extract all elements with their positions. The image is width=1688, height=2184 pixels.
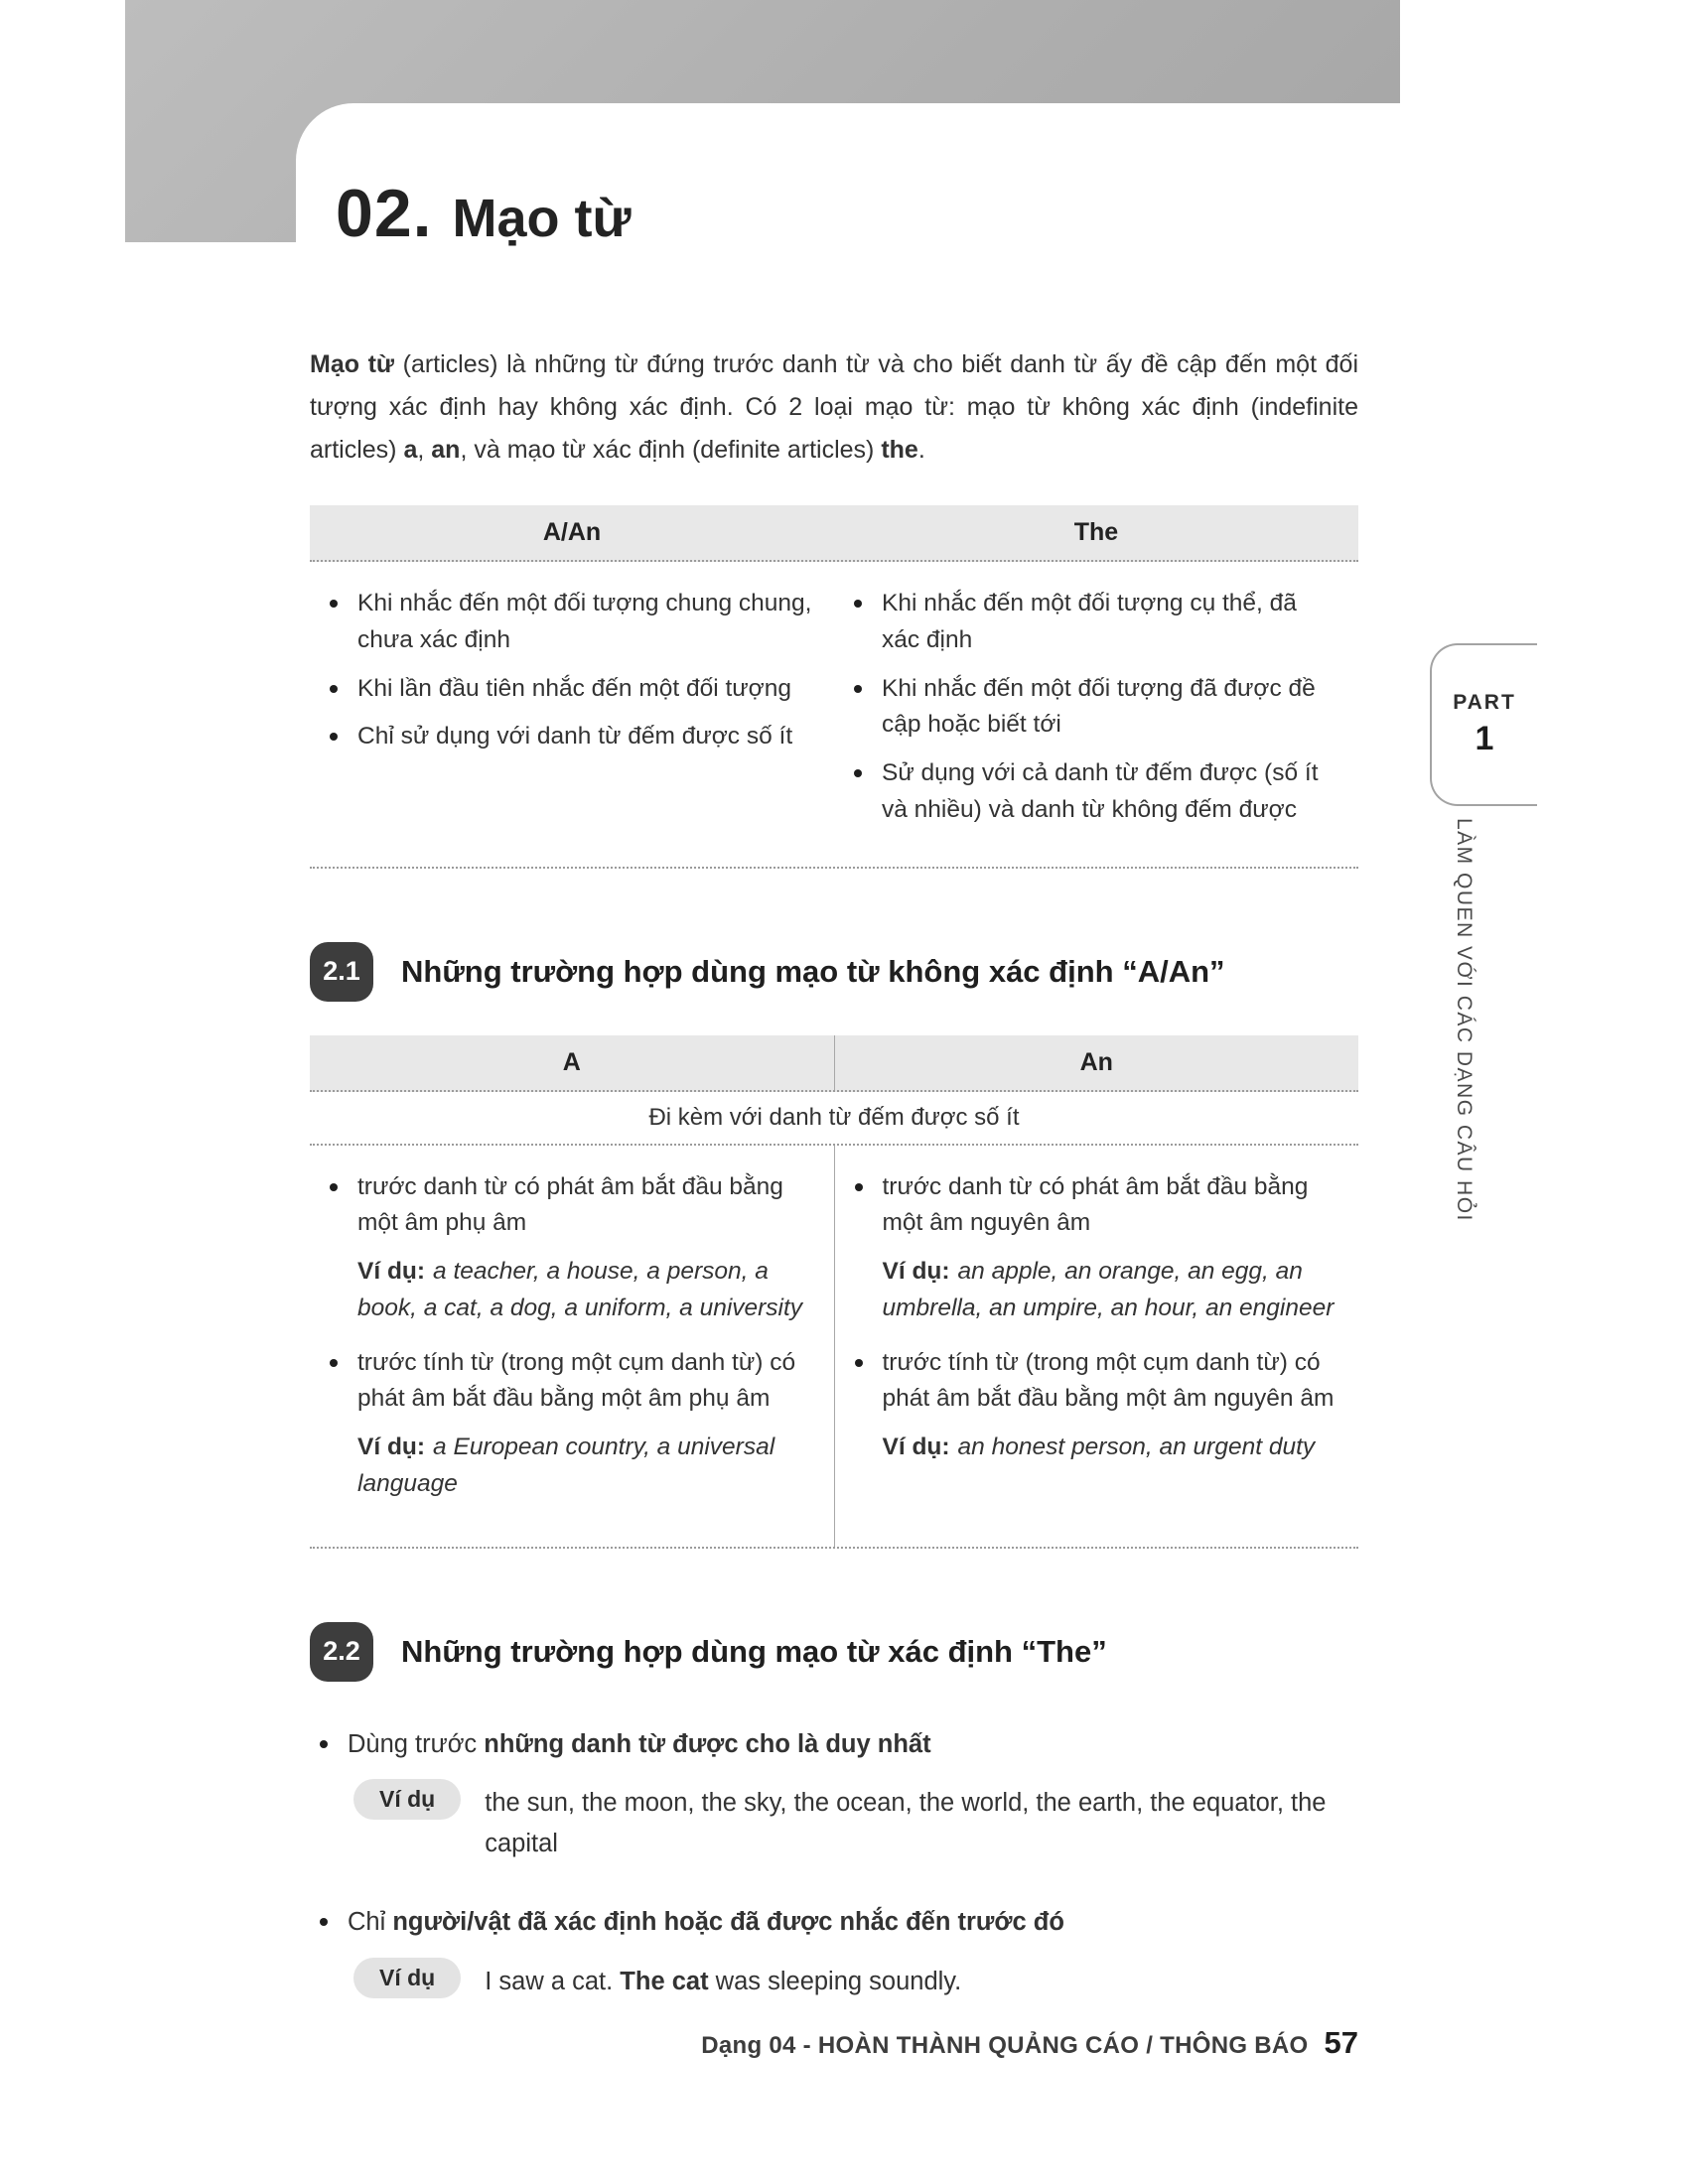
bullet-text: Sử dụng với cả danh từ đếm được (số ít và nhiều) và danh từ không đếm được bbox=[882, 759, 1319, 823]
bullet-item bbox=[320, 1345, 814, 1419]
table2-body bbox=[310, 1146, 1358, 1549]
table2-subheader: Đi kèm với danh từ đếm được số ít bbox=[310, 1092, 1358, 1146]
intro-article-an: an bbox=[431, 436, 461, 464]
section-2-1-heading bbox=[310, 942, 1358, 1002]
bullet-text-bold: người/vật đã xác định hoặc đã được nhắc đến trước đó bbox=[392, 1908, 1064, 1937]
example-seg-bold: The cat bbox=[620, 1967, 709, 1995]
example-text bbox=[485, 1958, 1358, 2002]
intro-paragraph bbox=[310, 343, 1358, 472]
section-badge-2-1: 2.1 bbox=[310, 942, 373, 1002]
footer-label: Dạng 04 - HOÀN THÀNH QUẢNG CÁO / THÔNG BÁO bbox=[701, 2032, 1309, 2059]
table1-body bbox=[310, 562, 1358, 869]
bullet-text: Khi nhắc đến một đối tượng chung chung, chưa xác định bbox=[357, 590, 812, 653]
part-number: 1 bbox=[1475, 720, 1494, 757]
bullet-item bbox=[844, 586, 1338, 659]
table1-header-the: The bbox=[1073, 518, 1119, 546]
intro-article-a: a bbox=[403, 436, 418, 464]
example-line bbox=[845, 1430, 1339, 1466]
table1-column-the bbox=[834, 562, 1358, 867]
section-2-2-heading bbox=[310, 1622, 1358, 1682]
bullet-item bbox=[845, 1169, 1339, 1243]
bullet-item bbox=[844, 755, 1338, 829]
table1-column-a-an bbox=[310, 562, 834, 867]
example-label: Ví dụ: bbox=[882, 1258, 950, 1285]
table2-column-an bbox=[834, 1146, 1359, 1547]
articles-overview-table bbox=[310, 505, 1358, 869]
example-text: a European country, a universal language bbox=[357, 1433, 775, 1497]
example-text: an honest person, an urgent duty bbox=[957, 1433, 1316, 1460]
page-footer bbox=[310, 2025, 1358, 2061]
example-pill: Ví dụ bbox=[353, 1958, 461, 1998]
bullet-text: Dùng trước bbox=[348, 1729, 485, 1758]
table2-header-a: A bbox=[562, 1047, 581, 1076]
bullet-text-bold: những danh từ được cho là duy nhất bbox=[484, 1729, 931, 1758]
bullet-item bbox=[310, 1903, 1358, 1941]
example-row bbox=[353, 1958, 1358, 2002]
bullet-item bbox=[320, 1169, 814, 1243]
bullet-text: trước tính từ (trong một cụm danh từ) có phát âm bắt đầu bằng một âm phụ âm bbox=[357, 1348, 796, 1413]
intro-text-2: , bbox=[417, 436, 432, 464]
intro-text-4: . bbox=[917, 436, 925, 464]
example-label: Ví dụ: bbox=[882, 1433, 950, 1460]
bullet-item bbox=[320, 671, 814, 708]
bullet-text: Chỉ sử dụng với danh từ đếm được số ít bbox=[357, 723, 793, 751]
bullet-text: trước tính từ (trong một cụm danh từ) có phát âm bắt đầu bằng một âm nguyên âm bbox=[882, 1348, 1335, 1413]
sidebar-vertical-text: LÀM QUEN VỚI CÁC DẠNG CÂU HỎI bbox=[1453, 818, 1476, 1222]
footer-page-number: 57 bbox=[1324, 2025, 1358, 2060]
table2-header-an: An bbox=[834, 1035, 1359, 1090]
example-text: the sun, the moon, the sky, the ocean, the world, the earth, the equator, the capital bbox=[485, 1788, 1327, 1857]
intro-text-1: (articles) là những từ đứng trước danh từ và cho biết danh từ ấy đề cập đến một đối tượng xác định hay không xác định. Có 2 loại mạo từ: mạo từ không xác định (indefinite articles) bbox=[310, 350, 1358, 464]
example-line bbox=[320, 1430, 814, 1503]
intro-term: Mạo từ bbox=[310, 350, 395, 378]
chapter-title: Mạo từ bbox=[452, 189, 632, 248]
chapter-number: 02. bbox=[336, 176, 433, 251]
bullet-text: Khi nhắc đến một đối tượng đã được đề cập hoặc biết tới bbox=[882, 674, 1316, 739]
example-seg: I saw a cat. bbox=[485, 1967, 621, 1995]
a-an-usage-table bbox=[310, 1035, 1358, 1549]
example-label: Ví dụ: bbox=[357, 1258, 426, 1285]
section-title-2-2: Những trường hợp dùng mạo từ xác định “The” bbox=[401, 1633, 1107, 1669]
part-label: PART bbox=[1453, 691, 1516, 714]
bullet-item bbox=[845, 1345, 1339, 1419]
table2-column-a bbox=[310, 1146, 834, 1547]
example-row bbox=[353, 1779, 1358, 1864]
table1-header-a-an: A/An bbox=[542, 518, 602, 546]
bullet-text: trước danh từ có phát âm bắt đầu bằng một âm phụ âm bbox=[357, 1172, 783, 1237]
page-title bbox=[336, 175, 632, 252]
section-title-2-1: Những trường hợp dùng mạo từ không xác định “A/An” bbox=[401, 953, 1225, 989]
example-pill: Ví dụ bbox=[353, 1779, 461, 1820]
main-content bbox=[310, 343, 1358, 2041]
bullet-text: Khi nhắc đến một đối tượng cụ thể, đã xác định bbox=[882, 590, 1297, 653]
table1-header-row bbox=[310, 505, 1358, 562]
table2-header-row bbox=[310, 1035, 1358, 1092]
part-tab bbox=[1430, 643, 1537, 806]
bullet-item bbox=[320, 586, 814, 659]
bullet-item bbox=[844, 671, 1338, 745]
bullet-item bbox=[320, 719, 814, 755]
bullet-text: Chỉ bbox=[348, 1908, 393, 1937]
intro-text-3: , và mạo từ xác định (definite articles) bbox=[460, 436, 882, 464]
section-badge-2-2: 2.2 bbox=[310, 1622, 373, 1682]
example-seg: was sleeping soundly. bbox=[708, 1967, 962, 1995]
example-line bbox=[320, 1254, 814, 1327]
example-line bbox=[845, 1254, 1339, 1327]
bullet-text: Khi lần đầu tiên nhắc đến một đối tượng bbox=[357, 674, 792, 702]
intro-article-the: the bbox=[881, 436, 918, 464]
example-text: a teacher, a house, a person, a book, a cat, a dog, a uniform, a university bbox=[357, 1258, 803, 1321]
example-label: Ví dụ: bbox=[357, 1433, 426, 1460]
bullet-item bbox=[310, 1725, 1358, 1763]
the-usage-list bbox=[310, 1725, 1358, 2002]
bullet-text: trước danh từ có phát âm bắt đầu bằng một âm nguyên âm bbox=[882, 1172, 1309, 1237]
example-text: an apple, an orange, an egg, an umbrella, an umpire, an hour, an engineer bbox=[882, 1258, 1335, 1321]
